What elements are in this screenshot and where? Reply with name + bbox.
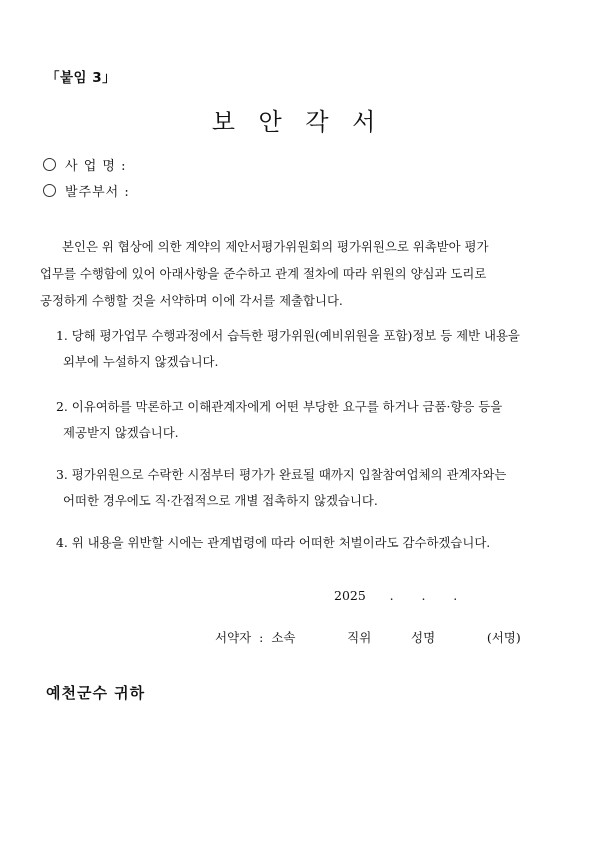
pledge-item-4	[56, 530, 556, 556]
pledge-item-continuation: 외부에 누설하지 않겠습니다.	[63, 354, 219, 369]
intro-line: 공정하게 수행할 것을 서약하며 이에 각서를 제출합니다.	[40, 293, 343, 308]
pledge-item-continuation: 제공받지 않겠습니다.	[63, 425, 179, 440]
pledge-item-continuation: 어떠한 경우에도 직·간접적으로 개별 접촉하지 않겠습니다.	[63, 493, 378, 508]
signature-line: 서약자 : 소속 직위 성명 (서명)	[215, 630, 521, 645]
document-title: 보 안 각 서	[211, 108, 384, 136]
ordering-department-field	[43, 181, 130, 200]
pledge-item-3	[56, 462, 556, 514]
ordering-department-label: 발주부서 :	[65, 185, 130, 200]
circle-bullet-icon	[43, 184, 56, 197]
project-name-label: 사 업 명 :	[65, 159, 127, 174]
circle-bullet-icon	[43, 158, 56, 171]
recipient: 예천군수 귀하	[46, 684, 146, 702]
intro-line: 업무를 수행함에 있어 아래사항을 준수하고 관계 절차에 따라 위원의 양심과 도리로	[40, 266, 487, 281]
pledge-item-1	[56, 323, 556, 375]
pledge-item-text: 3. 평가위원으로 수락한 시점부터 평가가 완료될 때까지 입찰참여업체의 관계자와는	[56, 467, 507, 482]
intro-line: 본인은 위 협상에 의한 계약의 제안서평가위원회의 평가위원으로 위촉받아 평가	[62, 239, 489, 254]
intro-paragraph	[40, 233, 555, 314]
date-line: 2025 . . .	[334, 588, 458, 603]
project-name-field	[43, 155, 126, 174]
attachment-label: 「붙임 3」	[46, 70, 117, 86]
pledge-item-text: 4. 위 내용을 위반할 시에는 관계법령에 따라 어떠한 처벌이라도 감수하겠습니다.	[56, 535, 491, 550]
pledge-item-text: 1. 당해 평가업무 수행과정에서 습득한 평가위원(예비위원을 포함)정보 등 제반 내용을	[56, 328, 520, 343]
pledge-item-text: 2. 이유여하를 막론하고 이해관계자에게 어떤 부당한 요구를 하거나 금품·향응 등을	[56, 399, 503, 414]
pledge-item-2	[56, 394, 556, 446]
